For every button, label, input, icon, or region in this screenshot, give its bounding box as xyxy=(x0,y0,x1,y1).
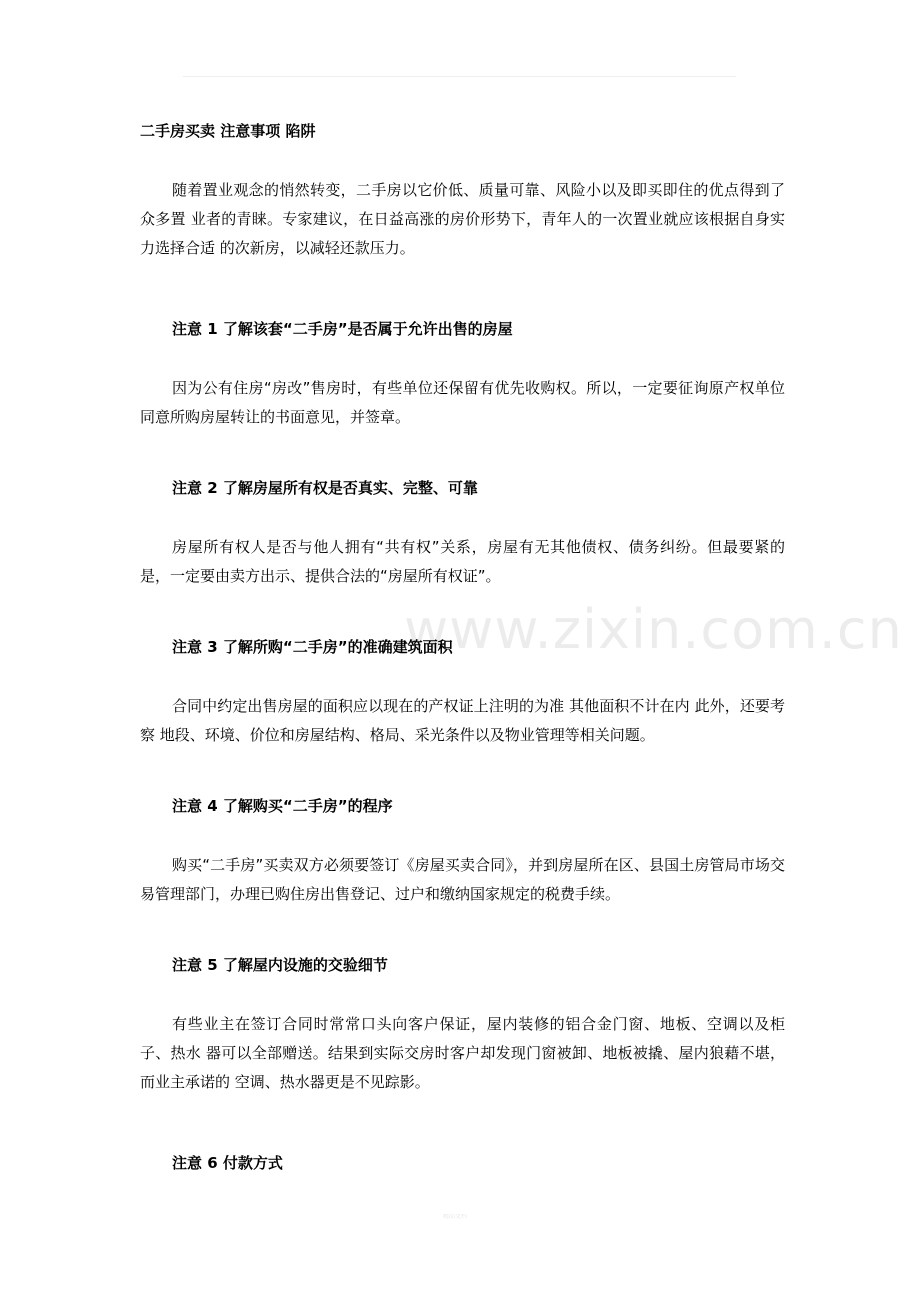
section-3-body: 合同中约定出售房屋的面积应以现在的产权证上注明的为准 其他面积不计在内 此外，还要考察 地段、环境、价位和房屋结构、格局、采光条件以及物业管理等相关问题。 xyxy=(140,697,785,744)
section-3-heading: 注意 3 了解所购“二手房”的准确建筑面积 xyxy=(172,638,453,656)
section-4-heading: 注意 4 了解购买“二手房”的程序 xyxy=(172,797,393,815)
section-6-heading: 注意 6 付款方式 xyxy=(172,1154,283,1172)
header-rule xyxy=(183,76,736,77)
watermark-logo: www.zixin.com.cn xyxy=(404,598,903,661)
section-1-body: 因为公有住房“房改”售房时，有些单位还保留有优先收购权。所以，一定要征询原产权单位同意所购房屋转让的书面意见，并签章。 xyxy=(140,379,785,426)
section-5-body: 有些业主在签订合同时常常口头向客户保证，屋内装修的铝合金门窗、地板、空调以及柜子、热水 器可以全部赠送。结果到实际交房时客户却发现门窗被卸、地板被撬、屋内狼藉不堪，而业主承诺的 空调、热水器更是不见踪影。 xyxy=(140,1015,785,1091)
document-title: 二手房买卖 注意事项 陷阱 xyxy=(140,122,316,140)
section-4-body: 购买“二手房”买卖双方必须要签订《房屋买卖合同》，并到房屋所在区、县国土房管局市场交易管理部门，办理已购住房出售登记、过户和缴纳国家规定的税费手续。 xyxy=(140,856,785,903)
section-2-body: 房屋所有权人是否与他人拥有“共有权”关系，房屋有无其他债权、债务纠纷。但最要紧的是，一定要由卖方出示、提供合法的“房屋所有权证”。 xyxy=(140,538,785,585)
intro-paragraph: 随着置业观念的悄然转变，二手房以它价低、质量可靠、风险小以及即买即住的优点得到了众多置 业者的青睐。专家建议，在日益高涨的房价形势下，青年人的一次置业就应该根据自身实力选择合适 的次新房，以减轻还款压力。 xyxy=(140,181,785,257)
page-footer-mark: 精品文档 xyxy=(443,1214,468,1220)
section-1-heading: 注意 1 了解该套“二手房”是否属于允许出售的房屋 xyxy=(172,320,513,338)
section-5-heading: 注意 5 了解屋内设施的交验细节 xyxy=(172,956,388,974)
section-2-heading: 注意 2 了解房屋所有权是否真实、完整、可靠 xyxy=(172,479,478,497)
